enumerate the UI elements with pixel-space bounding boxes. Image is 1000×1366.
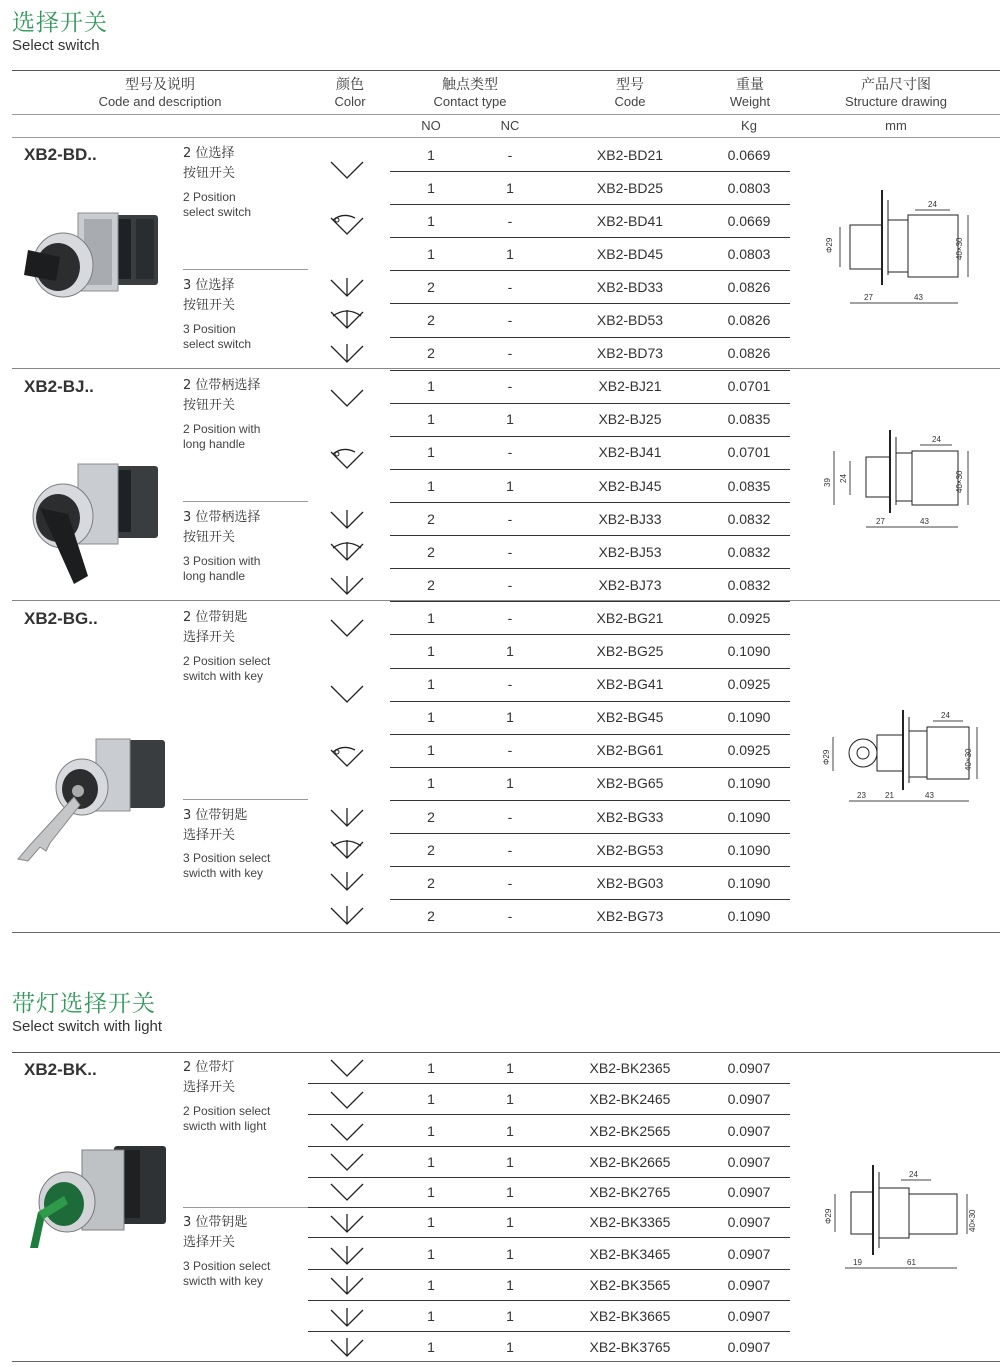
contact-no-value: 1 — [427, 609, 435, 626]
weight-value: 0.0907 — [727, 1338, 771, 1355]
contact-nc-value: 1 — [506, 1245, 514, 1262]
row-divider — [308, 1114, 790, 1115]
weight-value: 0.0907 — [727, 1153, 771, 1170]
weight-value: 0.0669 — [727, 212, 771, 229]
row-divider — [390, 535, 790, 536]
svg-text:24: 24 — [839, 474, 848, 483]
table-top-rule — [12, 70, 1000, 71]
model-name: XB2-BK.. — [24, 1060, 97, 1079]
contact-nc-value: 1 — [506, 709, 514, 726]
contact-no-value: 1 — [427, 1153, 435, 1170]
contact-symbol-icon — [325, 1210, 369, 1242]
code-value: XB2-BD21 — [596, 146, 664, 163]
contact-nc-value: 1 — [506, 643, 514, 659]
contact-nc-value: - — [507, 378, 513, 395]
contact-nc-value: 1 — [506, 245, 514, 262]
contact-nc-value: - — [507, 543, 513, 560]
svg-text:24: 24 — [909, 1170, 918, 1179]
contact-nc-value: 1 — [506, 775, 514, 792]
svg-text:40×30: 40×30 — [968, 1209, 977, 1232]
code-value: XB2-BD53 — [596, 312, 664, 328]
contact-symbol-icon — [325, 744, 369, 776]
contact-symbol-icon — [325, 1118, 369, 1150]
contact-no-value: 2 — [427, 543, 435, 560]
contact-nc-value: - — [507, 576, 513, 593]
contact-no-value: 2 — [427, 510, 435, 527]
weight-value: 0.0907 — [727, 1183, 771, 1200]
row-divider — [308, 1207, 790, 1208]
svg-text:Φ29: Φ29 — [825, 237, 834, 253]
contact-no-value: 1 — [427, 676, 435, 693]
code-value: XB2-BD41 — [596, 212, 664, 229]
weight-value: 0.0832 — [727, 576, 771, 593]
header-weight: 重量 Weight — [729, 76, 771, 109]
sub-divider — [183, 269, 308, 270]
description-cn: 2 位带灯 选择开关 — [183, 1060, 236, 1095]
contact-nc-value: - — [507, 907, 513, 924]
header-nc: NC — [500, 118, 520, 133]
weight-value: 0.0907 — [727, 1090, 771, 1107]
code-value: XB2-BG25 — [596, 643, 664, 659]
code-value: XB2-BG61 — [596, 742, 664, 759]
contact-symbol-icon — [325, 614, 369, 646]
code-value: XB2-BD73 — [596, 345, 664, 362]
weight-value: 0.0832 — [727, 510, 771, 527]
contact-symbol-icon — [325, 680, 369, 712]
row-divider — [308, 1177, 790, 1178]
contact-nc-value: - — [507, 676, 513, 693]
svg-text:27: 27 — [864, 293, 873, 302]
code-value: XB2-BJ45 — [598, 477, 662, 494]
row-divider — [390, 568, 790, 569]
contact-nc-value: - — [507, 146, 513, 163]
row-divider — [390, 701, 790, 702]
contact-nc-value: 1 — [506, 1276, 514, 1293]
contact-symbol-icon — [325, 868, 369, 900]
row-divider — [390, 204, 790, 205]
contact-no-value: 2 — [427, 278, 435, 295]
description-cn: 2 位带柄选择 按钮开关 — [183, 378, 261, 413]
contact-no-value: 1 — [427, 1122, 435, 1139]
contact-no-value: 1 — [427, 1213, 435, 1230]
svg-text:23: 23 — [857, 791, 866, 800]
contact-symbol-icon — [325, 1178, 369, 1210]
sub-divider — [183, 501, 308, 502]
code-value: XB2-BK3565 — [589, 1276, 671, 1293]
svg-text:Φ29: Φ29 — [822, 749, 831, 765]
contact-nc-value: - — [507, 609, 513, 626]
svg-text:24: 24 — [932, 435, 941, 444]
product-photo-bd — [18, 205, 163, 315]
weight-value: 0.1090 — [727, 874, 771, 891]
row-divider — [308, 1083, 790, 1084]
code-value: XB2-BJ25 — [598, 411, 662, 428]
description-en: 2 Position select switch with key — [183, 654, 271, 683]
contact-no-value: 1 — [427, 775, 435, 792]
row-divider — [390, 270, 790, 271]
description-en: 3 Position select swicth with key — [183, 851, 271, 880]
description-cn: 3 位带钥匙 选择开关 — [183, 808, 248, 843]
sub-divider — [183, 1207, 308, 1208]
code-value: XB2-BD45 — [596, 245, 664, 262]
section-title: 带灯选择开关 — [12, 991, 156, 1017]
weight-value: 0.0907 — [727, 1213, 771, 1230]
code-value: XB2-BG21 — [596, 609, 664, 626]
contact-nc-value: 1 — [506, 1183, 514, 1200]
contact-no-value: 1 — [427, 1183, 435, 1200]
contact-nc-value: 1 — [506, 179, 514, 196]
contact-symbol-icon — [325, 902, 369, 934]
header-description: 型号及说明 Code and description — [98, 76, 222, 109]
contact-no-value: 1 — [427, 477, 435, 494]
product-photo-bk — [22, 1140, 172, 1250]
contact-symbol-icon — [325, 156, 369, 188]
contact-nc-value: 1 — [506, 1307, 514, 1324]
svg-text:39: 39 — [823, 478, 832, 487]
model-name: XB2-BD.. — [24, 145, 97, 164]
contact-no-value: 1 — [427, 1276, 435, 1293]
weight-value: 0.0835 — [727, 411, 771, 428]
code-value: XB2-BG03 — [596, 874, 664, 891]
contact-symbol-icon — [325, 1242, 369, 1274]
row-divider — [390, 800, 790, 801]
contact-nc-value: - — [507, 278, 513, 295]
structure-drawing-bg — [815, 705, 985, 805]
description-en: 3 Position select switch — [183, 322, 252, 351]
weight-value: 0.1090 — [727, 709, 771, 726]
svg-text:19: 19 — [853, 1258, 862, 1267]
weight-value: 0.1090 — [727, 808, 771, 825]
contact-no-value: 1 — [427, 1338, 435, 1355]
contact-no-value: 1 — [427, 444, 435, 461]
contact-nc-value: - — [507, 212, 513, 229]
weight-value: 0.0803 — [727, 245, 771, 262]
header-structure-drawing: 产品尺寸图 Structure drawing — [845, 76, 947, 109]
code-value: XB2-BJ33 — [598, 510, 662, 527]
contact-nc-value: 1 — [506, 1122, 514, 1139]
contact-nc-value: - — [507, 874, 513, 891]
weight-value: 0.0826 — [727, 345, 771, 362]
contact-no-value: 1 — [427, 1307, 435, 1324]
row-divider — [390, 734, 790, 735]
weight-value: 0.1090 — [727, 643, 771, 659]
contact-nc-value: 1 — [506, 1153, 514, 1170]
structure-drawing-bk — [815, 1160, 990, 1275]
code-value: XB2-BG53 — [596, 841, 664, 858]
contact-symbol-icon — [325, 1086, 369, 1118]
weight-value: 0.1090 — [727, 775, 771, 792]
weight-value: 0.0907 — [727, 1059, 771, 1076]
header-code: 型号 Code — [614, 76, 646, 109]
contact-no-value: 1 — [427, 1245, 435, 1262]
description-cn: 2 位选择 按钮开关 — [183, 146, 236, 181]
row-divider — [390, 502, 790, 503]
structure-drawing-bj — [820, 425, 980, 535]
svg-text:43: 43 — [920, 517, 929, 526]
code-value: XB2-BD33 — [596, 278, 664, 295]
code-value: XB2-BG41 — [596, 676, 664, 693]
contact-nc-value: 1 — [506, 1338, 514, 1355]
structure-drawing-bd — [820, 185, 980, 310]
model-name: XB2-BG.. — [24, 609, 98, 628]
contact-no-value: 1 — [427, 643, 435, 659]
description-en: 2 Position select swicth with light — [183, 1104, 271, 1133]
contact-no-value: 1 — [427, 1090, 435, 1107]
weight-value: 0.0832 — [727, 543, 771, 560]
description-en: 3 Position select swicth with key — [183, 1259, 271, 1288]
description-cn: 2 位带钥匙 选择开关 — [183, 610, 248, 645]
row-divider — [390, 237, 790, 238]
description-en: 2 Position select switch — [183, 190, 252, 219]
row-divider — [308, 1146, 790, 1147]
row-divider — [308, 1300, 790, 1301]
code-value: XB2-BK3765 — [589, 1338, 671, 1355]
contact-nc-value: 1 — [506, 1213, 514, 1230]
code-value: XB2-BG33 — [596, 808, 664, 825]
row-divider — [308, 1269, 790, 1270]
contact-no-value: 2 — [427, 841, 435, 858]
contact-nc-value: - — [507, 444, 513, 461]
row-divider — [390, 668, 790, 669]
description-en: 3 Position with long handle — [183, 554, 261, 583]
row-divider — [390, 469, 790, 470]
contact-no-value: 1 — [427, 212, 435, 229]
svg-text:61: 61 — [907, 1258, 916, 1267]
contact-symbol-icon — [325, 804, 369, 836]
code-value: XB2-BJ41 — [598, 444, 662, 461]
row-divider — [390, 601, 790, 602]
row-divider — [390, 634, 790, 635]
group-divider — [12, 600, 1000, 601]
contact-no-value: 1 — [427, 411, 435, 428]
code-value: XB2-BG65 — [596, 775, 664, 792]
header-contact-type: 触点类型 Contact type — [433, 76, 507, 109]
row-divider — [308, 1237, 790, 1238]
contact-symbol-icon — [325, 538, 369, 570]
svg-text:Φ29: Φ29 — [824, 1208, 833, 1224]
code-value: XB2-BK3465 — [589, 1245, 671, 1262]
contact-symbol-icon — [325, 506, 369, 538]
row-divider — [390, 767, 790, 768]
code-value: XB2-BK2365 — [589, 1059, 671, 1076]
weight-value: 0.0907 — [727, 1276, 771, 1293]
code-value: XB2-BK2565 — [589, 1122, 671, 1139]
contact-no-value: 2 — [427, 576, 435, 593]
table-top-rule — [12, 1052, 1000, 1053]
description-cn: 3 位带柄选择 按钮开关 — [183, 510, 261, 545]
contact-no-value: 1 — [427, 742, 435, 759]
product-photo-bg — [10, 735, 170, 865]
product-photo-bj — [18, 458, 163, 593]
contact-nc-value: 1 — [506, 411, 514, 428]
description-cn: 3 位带钥匙 选择开关 — [183, 1215, 248, 1250]
contact-symbol-icon — [325, 1054, 369, 1086]
row-divider — [390, 436, 790, 437]
weight-value: 0.0907 — [727, 1122, 771, 1139]
contact-no-value: 1 — [427, 709, 435, 726]
svg-text:24: 24 — [928, 200, 937, 209]
row-divider — [308, 1331, 790, 1332]
contact-no-value: 2 — [427, 907, 435, 924]
weight-value: 0.0669 — [727, 146, 771, 163]
contact-symbol-icon — [325, 306, 369, 338]
weight-value: 0.0803 — [727, 179, 771, 196]
svg-text:43: 43 — [925, 791, 934, 800]
row-divider — [390, 337, 790, 338]
weight-value: 0.0701 — [727, 444, 771, 461]
code-value: XB2-BG45 — [596, 709, 664, 726]
code-value: XB2-BJ53 — [598, 543, 662, 560]
contact-nc-value: - — [507, 312, 513, 328]
contact-nc-value: 1 — [506, 1059, 514, 1076]
header-no: NO — [421, 118, 441, 133]
svg-text:40×30: 40×30 — [955, 237, 964, 260]
weight-value: 0.0907 — [727, 1307, 771, 1324]
contact-nc-value: 1 — [506, 1090, 514, 1107]
svg-text:24: 24 — [941, 711, 950, 720]
row-divider — [390, 899, 790, 900]
contact-no-value: 2 — [427, 874, 435, 891]
subheader-divider — [12, 137, 1000, 138]
header-color: 颜色 Color — [334, 76, 366, 109]
svg-text:43: 43 — [914, 293, 923, 302]
weight-value: 0.0907 — [727, 1245, 771, 1262]
svg-text:40×30: 40×30 — [955, 470, 964, 493]
code-value: XB2-BK3665 — [589, 1307, 671, 1324]
contact-symbol-icon — [325, 274, 369, 306]
contact-no-value: 1 — [427, 245, 435, 262]
contact-nc-value: - — [507, 742, 513, 759]
contact-symbol-icon — [325, 1304, 369, 1336]
row-divider — [390, 303, 790, 304]
row-divider — [390, 833, 790, 834]
code-value: XB2-BD25 — [596, 179, 664, 196]
header-divider — [12, 114, 1000, 115]
header-kg: Kg — [741, 118, 757, 133]
svg-text:21: 21 — [885, 791, 894, 800]
contact-no-value: 1 — [427, 179, 435, 196]
code-value: XB2-BJ73 — [598, 576, 662, 593]
contact-no-value: 2 — [427, 312, 435, 328]
weight-value: 0.0925 — [727, 742, 771, 759]
model-name: XB2-BJ.. — [24, 377, 94, 396]
row-divider — [390, 866, 790, 867]
contact-symbol-icon — [325, 1148, 369, 1180]
weight-value: 0.0925 — [727, 609, 771, 626]
code-value: XB2-BK3365 — [589, 1213, 671, 1230]
svg-text:27: 27 — [876, 517, 885, 526]
contact-nc-value: - — [507, 841, 513, 858]
weight-value: 0.1090 — [727, 841, 771, 858]
weight-value: 0.0925 — [727, 676, 771, 693]
section-subtitle: Select switch — [12, 37, 100, 54]
contact-symbol-icon — [325, 1272, 369, 1304]
weight-value: 0.0826 — [727, 278, 771, 295]
row-divider — [390, 171, 790, 172]
section-title: 选择开关 — [12, 10, 108, 36]
contact-symbol-icon — [325, 836, 369, 868]
weight-value: 0.0701 — [727, 378, 771, 395]
code-value: XB2-BJ21 — [598, 378, 662, 395]
sub-divider — [183, 799, 308, 800]
contact-nc-value: - — [507, 345, 513, 362]
weight-value: 0.1090 — [727, 907, 771, 924]
contact-no-value: 2 — [427, 345, 435, 362]
contact-no-value: 2 — [427, 808, 435, 825]
contact-symbol-icon — [325, 384, 369, 416]
header-mm: mm — [885, 118, 907, 133]
contact-nc-value: - — [507, 808, 513, 825]
description-en: 2 Position with long handle — [183, 422, 261, 451]
description-cn: 3 位选择 按钮开关 — [183, 278, 236, 313]
row-divider — [390, 403, 790, 404]
code-value: XB2-BG73 — [596, 907, 664, 924]
weight-value: 0.0835 — [727, 477, 771, 494]
group-divider — [12, 368, 1000, 369]
weight-value: 0.0826 — [727, 312, 771, 328]
code-value: XB2-BK2765 — [589, 1183, 671, 1200]
code-value: XB2-BK2665 — [589, 1153, 671, 1170]
table-bottom-rule — [12, 932, 1000, 933]
contact-symbol-icon — [325, 212, 369, 244]
code-value: XB2-BK2465 — [589, 1090, 671, 1107]
contact-no-value: 1 — [427, 378, 435, 395]
row-divider — [390, 370, 790, 371]
contact-no-value: 1 — [427, 1059, 435, 1076]
contact-symbol-icon — [325, 446, 369, 478]
section-subtitle: Select switch with light — [12, 1018, 163, 1035]
contact-nc-value: - — [507, 510, 513, 527]
contact-no-value: 1 — [427, 146, 435, 163]
contact-nc-value: 1 — [506, 477, 514, 494]
table-bottom-rule — [12, 1361, 1000, 1362]
svg-text:40×30: 40×30 — [964, 748, 973, 771]
